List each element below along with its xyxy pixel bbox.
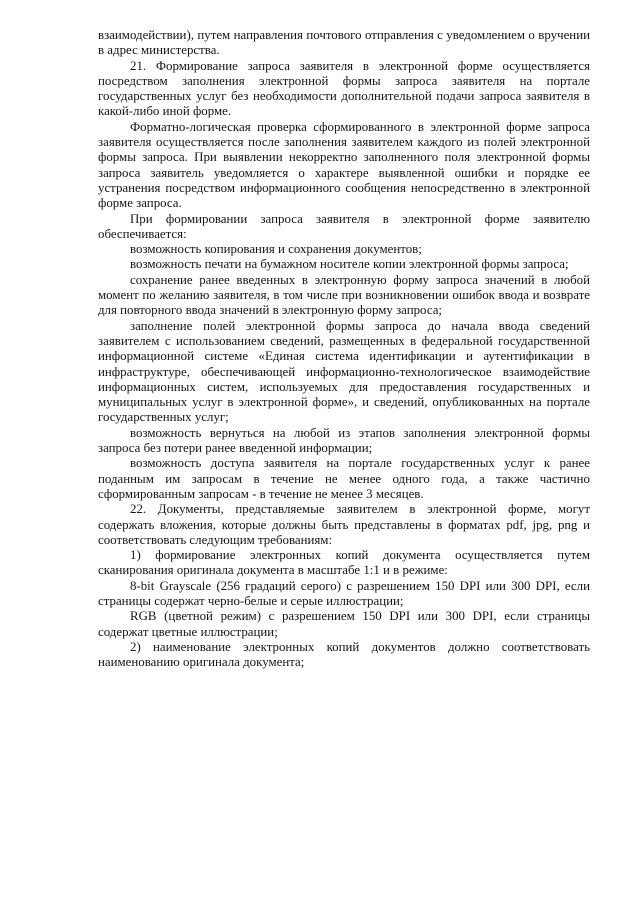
- list-item-return-step: возможность вернуться на любой из этапов заполнения электронной формы запроса без потери ранее введенной информации;: [98, 425, 590, 456]
- list-item-save-values: сохранение ранее введенных в электронную форму запроса значений в любой момент по желанию заявителя, в том числе при возникновении ошибок ввода и возврате для повторного ввода значений в электронную форму запроса;: [98, 272, 590, 318]
- list-item-naming: 2) наименование электронных копий документов должно соответствовать наименованию оригинала документа;: [98, 639, 590, 670]
- list-item-grayscale: 8-bit Grayscale (256 градаций серого) с разрешением 150 DPI или 300 DPI, если страницы содержат черно-белые и серые иллюстрации;: [98, 578, 590, 608]
- list-item-rgb: RGB (цветной режим) с разрешением 150 DPI или 300 DPI, если страницы содержат цветные иллюстрации;: [98, 609, 590, 639]
- paragraph-provisions-intro: При формировании запроса заявителя в электронной форме заявителю обеспечивается:: [98, 211, 590, 241]
- paragraph-22: 22. Документы, представляемые заявителем в электронной форме, могут содержать вложения, которые должны быть представлены в форматах pdf, jpg, png и соответствовать следующим требованиям:: [98, 502, 590, 547]
- document-page: [98, 28, 590, 670]
- list-item-prefill: заполнение полей электронной формы запроса до начала ввода сведений заявителем с использованием сведений, размещенных в федеральной государственной информационной системе «Единая система идентификации и аутентификации в инфраструктуре, обеспечивающей информационно-технологическое взаимодействие информационных систем, используемых для предоставления государственных и муниципальных услуг в электронной форме», и сведений, опубликованных на портале государственных услуг;: [98, 318, 590, 425]
- paragraph-format-check: Форматно-логическая проверка сформированного в электронной форме запроса заявителя осуществляется после заполнения заявителем каждого из полей электронной формы запроса. При выявлении некорректно заполненного поля электронной формы запроса заявитель уведомляется о характере выявленной ошибки и порядке ее устранения посредством информационного сообщения непосредственно в электронной форме запроса.: [98, 119, 590, 211]
- list-item-copy-save: возможность копирования и сохранения документов;: [130, 242, 422, 257]
- paragraph-continuation: взаимодействии), путем направления почтового отправления с уведомлением о вручении в адрес министерства.: [98, 28, 590, 58]
- list-item-access-requests: возможность доступа заявителя на портале государственных услуг к ранее поданным им запросам в течение не менее одного года, а также частично сформированным запросам - в течение не менее 3 месяцев.: [98, 456, 590, 501]
- list-item-scanning: 1) формирование электронных копий документа осуществляется путем сканирования оригинала документа в масштабе 1:1 и в режиме:: [98, 548, 590, 578]
- paragraph-21: 21. Формирование запроса заявителя в электронной форме осуществляется посредством заполнения электронной формы запроса заявителя на портале государственных услуг без необходимости дополнительной подачи запроса заявителя в какой-либо иной форме.: [98, 58, 590, 119]
- list-item-print: возможность печати на бумажном носителе копии электронной формы запроса;: [130, 257, 569, 272]
